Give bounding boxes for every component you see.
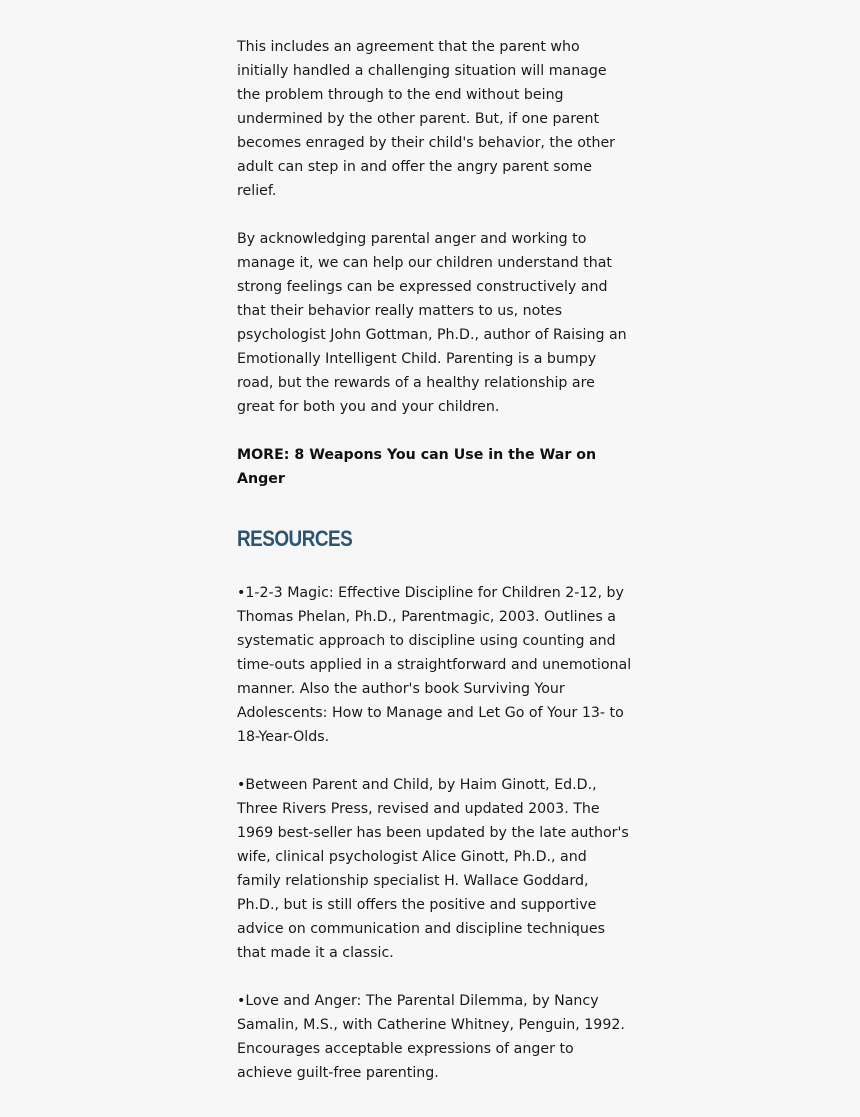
resource-item-love-and-anger: •Love and Anger: The Parental Dilemma, by Nancy Samalin, M.S., with Catherine Whitney, Penguin, 1992. Encourages acceptable expressions of anger to achieve guilt-free parenting. [237, 993, 625, 1081]
more-link[interactable]: MORE: 8 Weapons You can Use in the War on Anger [237, 447, 597, 487]
resources-heading: RESOURCES [237, 526, 353, 551]
paragraph-acknowledging-anger: By acknowledging parental anger and working to manage it, we can help our children understand that strong feelings can be expressed constructively and that their behavior really matters to us, notes psychologist John Gottman, Ph.D., author of Raising an Emotionally Intelligent Child. Parenting is a bumpy road, but the rewards of a healthy relationship are great for both you and your children. [237, 231, 627, 415]
resource-item-between-parent-and-child: •Between Parent and Child, by Haim Ginott, Ed.D., Three Rivers Press, revised and updated 2003. The 1969 best-seller has been updated by the late author's wife, clinical psychologist Alice Ginott, Ph.D., and family relationship specialist H. Wallace Goddard, Ph.D., but is still offers the positive and supportive advice on communication and discipline techniques that made it a classic. [237, 777, 629, 961]
paragraph-agreement: This includes an agreement that the parent who initially handled a challenging situation will manage the problem through to the end without being undermined by the other parent. But, if one parent becomes enraged by their child's behavior, the other adult can step in and offer the angry parent some relief. [237, 39, 616, 199]
resource-list [237, 581, 632, 1085]
resource-item-123-magic: •1-2-3 Magic: Effective Discipline for Children 2-12, by Thomas Phelan, Ph.D., Parentmagic, 2003. Outlines a systematic approach to discipline using counting and time-outs applied in a straightforward and unemotional manner. Also the author's book Surviving Your Adolescents: How to Manage and Let Go of Your 13- to 18-Year-Olds. [237, 585, 632, 745]
article-body [237, 35, 632, 1109]
